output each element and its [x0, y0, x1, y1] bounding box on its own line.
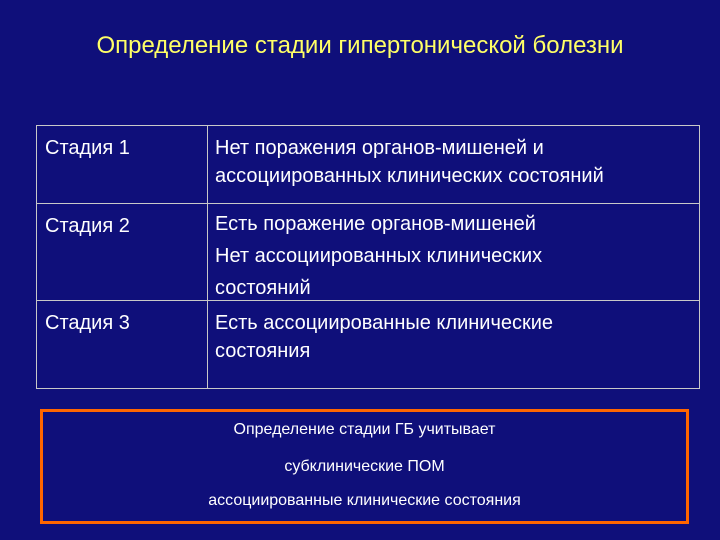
note-box: [40, 409, 689, 524]
description-line: состояний: [215, 277, 311, 299]
stage-description: [215, 134, 693, 190]
note-line: ассоциированные клинические состояния: [208, 492, 521, 509]
table-row: [37, 126, 699, 204]
page-title: Определение стадии гипертонической болезни: [96, 32, 624, 59]
description-line: ассоциированных клинических состояний: [215, 165, 604, 187]
note-line: субклинические ПОМ: [284, 458, 445, 475]
description-line: Есть ассоциированные клинические: [215, 312, 554, 334]
stage-description: [215, 309, 693, 365]
table-row: [37, 301, 699, 388]
stage-description: [215, 208, 693, 304]
description-line: состояния: [215, 340, 311, 362]
stage-label: Стадия 2: [45, 215, 130, 237]
stage-label: Стадия 3: [45, 312, 130, 334]
description-line: Нет поражения органов-мишеней и: [215, 137, 544, 159]
stages-table: [36, 125, 700, 389]
stage-label: Стадия 1: [45, 137, 130, 159]
note-line: Определение стадии ГБ учитывает: [233, 421, 496, 438]
table-row: [37, 204, 699, 301]
description-line: Есть поражение органов-мишеней: [215, 213, 536, 235]
description-line: Нет ассоциированных клинических: [215, 245, 543, 267]
